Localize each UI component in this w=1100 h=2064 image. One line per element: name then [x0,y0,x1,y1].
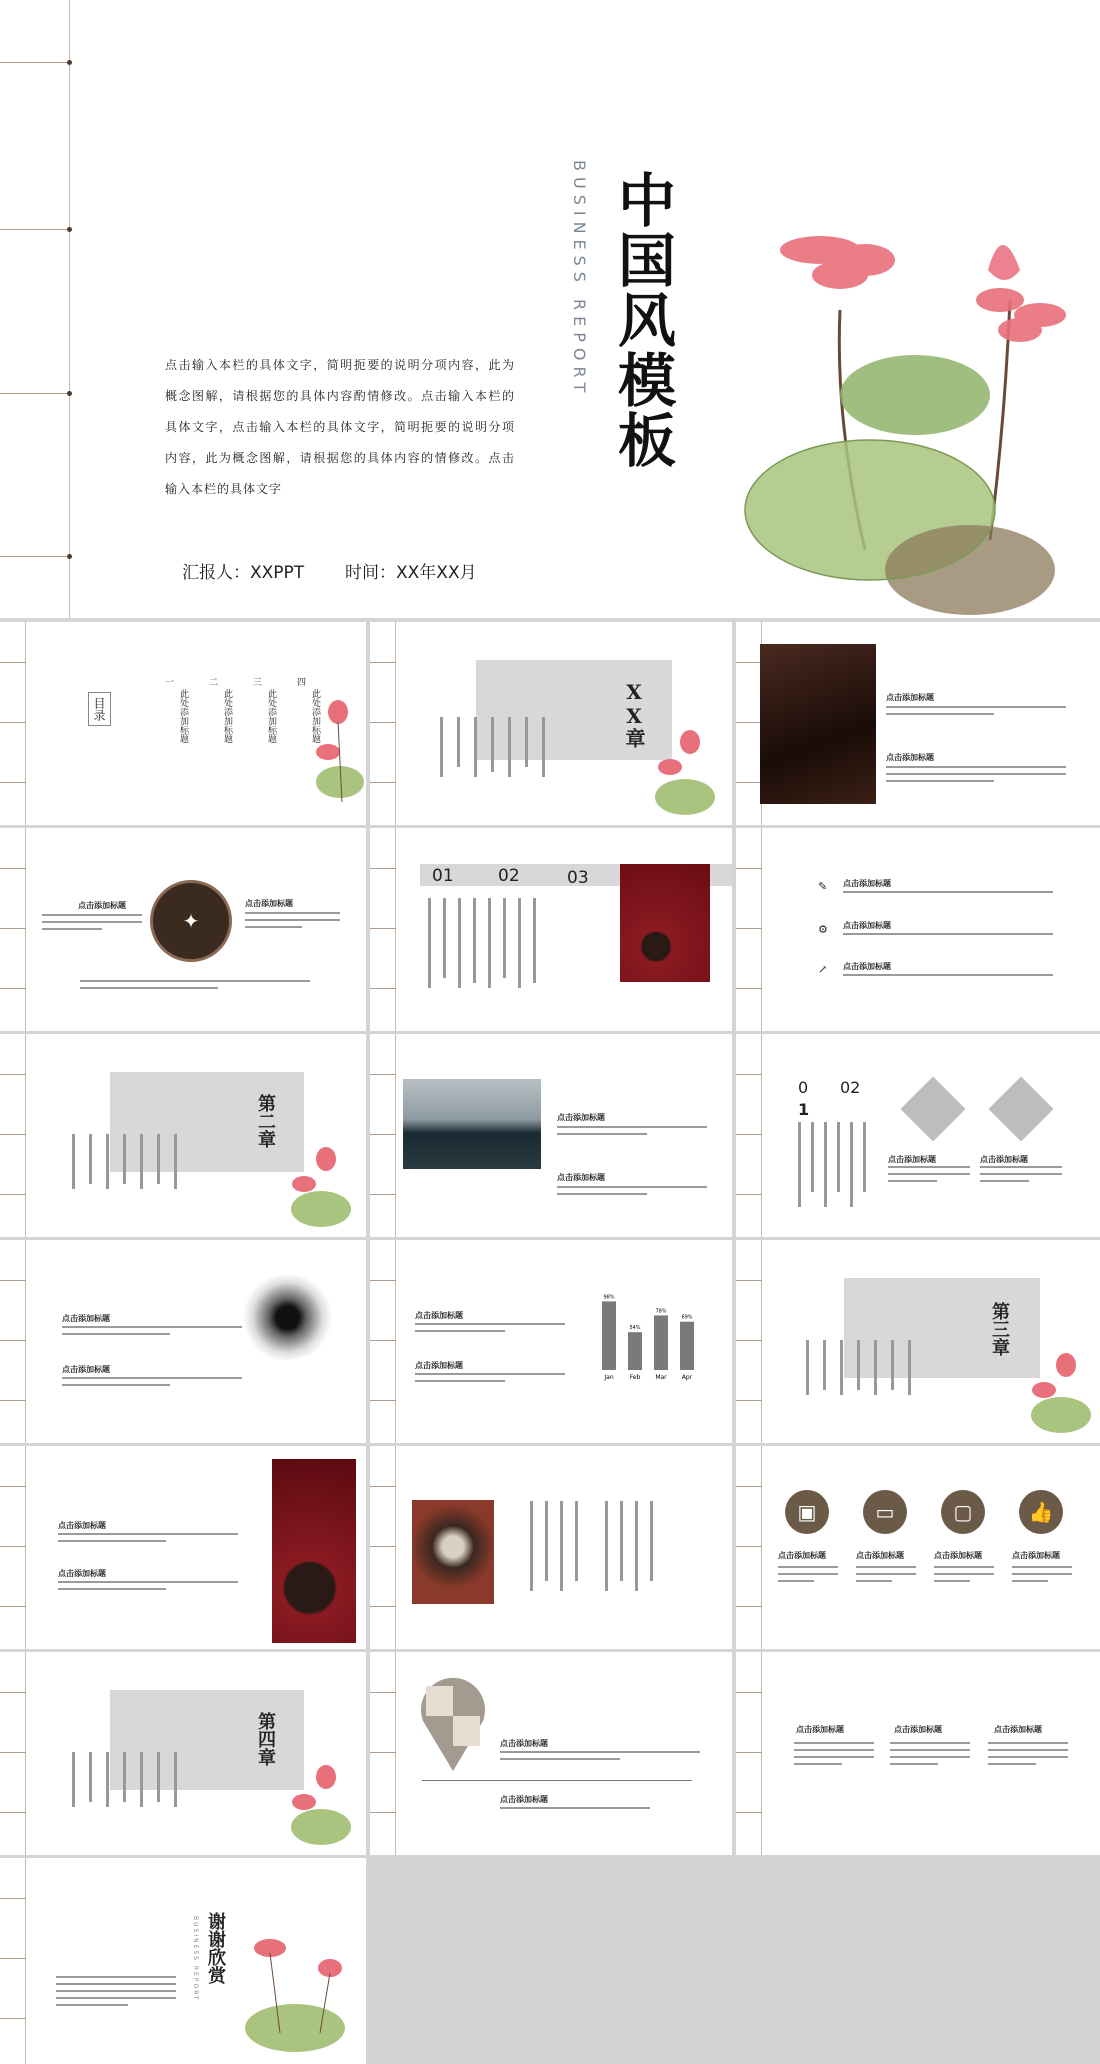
toc-item[interactable]: 二 此处添加标题 [207,677,232,743]
icon-list-slide[interactable]: ✎ 点击添加标题 ⚙ 点击添加标题 ↗ 点击添加标题 [736,828,1100,1031]
toc-item[interactable]: 一 此处添加标题 [163,677,188,743]
section-heading: 点击添加标题 [886,693,934,702]
chapter-title: XX章 [622,680,646,748]
thanks-title: 谢谢欣赏 [205,1912,226,1984]
monitor-icon: ▭ [863,1490,907,1534]
bar [680,1322,694,1370]
ink-slide[interactable]: 点击添加标题 点击添加标题 [0,1240,366,1443]
toc-item[interactable]: 四 此处添加标题 [295,677,320,743]
numbered-slide[interactable] [370,828,732,1031]
red-seal-photo [620,864,710,982]
architecture-slide[interactable]: 点击添加标题 点击添加标题 [370,1034,732,1237]
cover-title: 中国风模板 [608,170,676,470]
category-label: Jan [604,1374,614,1381]
puzzle-drop-icon [418,1676,488,1772]
teaware-photo [760,644,876,804]
diamond-slide[interactable]: 0 1 02 点击添加标题 点击添加标题 [736,1034,1100,1237]
cover-subtitle-en: BUSINESS REPORT [570,160,589,399]
category-label: Apr [681,1374,693,1381]
bulb-icon: ✎ [818,880,828,893]
bar [628,1332,642,1370]
chapter-title: 第三章 [989,1302,1010,1356]
three-columns-slide[interactable]: 点击添加标题 点击添加标题 点击添加标题 [736,1652,1100,1855]
chapter-4-slide[interactable] [0,1652,366,1855]
chapter-1-slide[interactable] [370,622,732,825]
cover-body-text: 点击输入本栏的具体文字，简明扼要的说明分项内容，此为概念图解，请根据您的具体内容酌情修改。点击输入本栏的具体文字，点击输入本栏的具体文字，简明扼要的说明分项内容，此为概念图解，请根据您的具体内容的情修改。点击输入本栏的具体文字 [165,358,515,496]
number-03: 03 [567,868,589,888]
chapter-title: 第四章 [255,1712,276,1766]
toc-slide[interactable] [0,622,366,825]
number-01: 01 [432,866,454,886]
lotus-illustration [240,1918,356,2058]
lotus-illustration [740,220,1100,618]
chapter-2-slide[interactable] [0,1034,366,1237]
screen-icon: ▢ [941,1490,985,1534]
cover-reporter: 汇报人：XXPPT [182,563,305,583]
seal-text-slide[interactable] [370,1446,732,1649]
chapter-title: 第二章 [255,1094,276,1148]
puzzle-slide[interactable]: 点击添加标题 点击添加标题 [370,1652,732,1855]
red-photo-slide[interactable]: 点击添加标题 点击添加标题 [0,1446,366,1649]
bar-chart [598,1288,708,1388]
red-seal-photo [272,1459,356,1643]
gear-icon: ⚙ [818,923,828,936]
lotus-icon [1026,1350,1096,1440]
number-0: 0 [798,1078,809,1097]
user-icon-diamond [900,1076,965,1141]
cover-time: 时间：XX年XX月 [345,563,477,583]
section-heading: 点击添加标题 [78,901,126,910]
section-heading: 点击添加标题 [886,753,934,762]
number-02: 02 [498,866,520,886]
chart-slide[interactable]: 点击添加标题 点击添加标题 98% Jan 54% Feb 78% Mar 69% Apr [370,1240,732,1443]
category-label: Feb [629,1374,641,1381]
number-1: 1 [798,1100,810,1119]
bar-value-label: 98% [603,1294,615,1301]
content-slide-4[interactable] [736,622,1100,825]
toc-item[interactable]: 三 此处添加标题 [251,677,276,743]
thumbs-up-icon: 👍 [1019,1490,1063,1534]
toc-title: 目录 [88,692,111,726]
image-circle: ✦ [150,880,232,962]
lotus-icon [650,727,720,822]
book-binding [0,0,70,618]
section-heading: 点击添加标题 [245,899,293,908]
lotus-icon [286,1762,356,1852]
thanks-subtitle-en: BUSINESS REPORT [192,1916,199,2002]
bar-value-label: 54% [629,1325,641,1332]
bar-value-label: 69% [681,1314,693,1321]
bar [654,1315,668,1370]
chapter-3-slide[interactable] [736,1240,1100,1443]
lotus-icon [286,1144,356,1234]
bar-value-label: 78% [655,1308,667,1315]
image-icon: ▣ [785,1490,829,1534]
divider-line [422,1780,692,1781]
user-icon-diamond [988,1076,1053,1141]
ink-illustration [240,1275,335,1360]
content-slide-5[interactable] [0,828,366,1031]
cover-slide[interactable] [0,0,1100,618]
number-02: 02 [840,1078,861,1097]
thanks-slide[interactable] [0,1858,366,2064]
category-label: Mar [655,1374,667,1381]
toc-list [162,677,322,743]
bar [602,1301,616,1370]
seal-photo [412,1500,494,1604]
chart-icon: ↗ [818,963,828,976]
roof-photo [403,1079,541,1169]
four-icons-slide[interactable]: ▣ ▭ ▢ 👍 点击添加标题 点击添加标题 点击添加标题 点击添加标题 [736,1446,1100,1649]
lotus-icon [310,692,366,812]
